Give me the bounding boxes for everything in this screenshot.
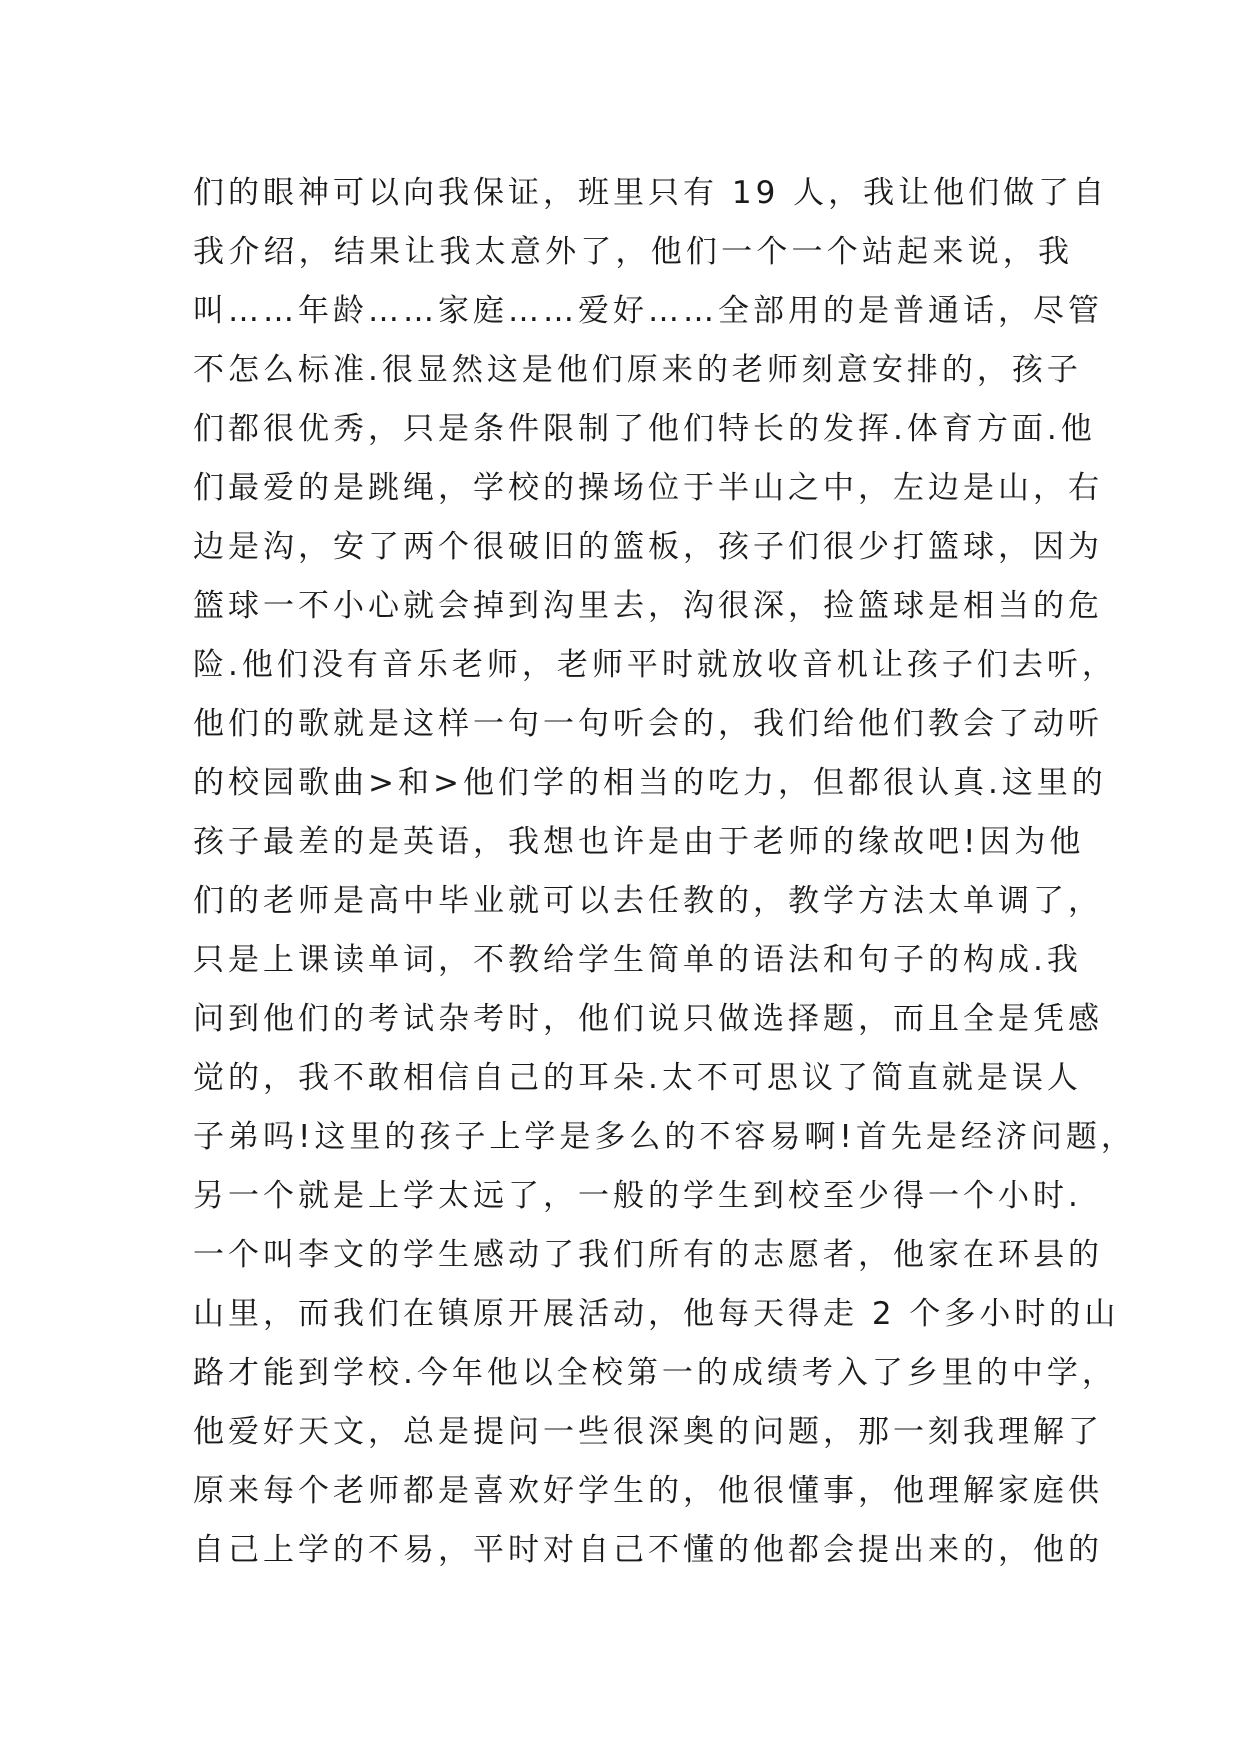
text-line: 不怎么标准.很显然这是他们原来的老师刻意安排的，孩子 xyxy=(193,352,1082,388)
text-line: 们的老师是高中毕业就可以去任教的，教学方法太单调了， xyxy=(193,883,1103,919)
text-line: 自己上学的不易，平时对自己不懂的他都会提出来的，他的 xyxy=(193,1532,1103,1568)
text-line: 原来每个老师都是喜欢好学生的，他很懂事，他理解家庭供 xyxy=(193,1473,1103,1509)
text-line: 的校园歌曲>和>他们学的相当的吃力，但都很认真.这里的 xyxy=(193,765,1107,801)
text-line: 一个叫李文的学生感动了我们所有的志愿者，他家在环县的 xyxy=(193,1237,1103,1273)
text-line: 另一个就是上学太远了，一般的学生到校至少得一个小时. xyxy=(193,1178,1082,1214)
text-line: 山里，而我们在镇原开展活动，他每天得走 2 个多小时的山 xyxy=(193,1296,1120,1332)
text-line: 险.他们没有音乐老师，老师平时就放收音机让孩子们去听， xyxy=(193,647,1117,683)
text-line: 篮球一不小心就会掉到沟里去，沟很深，捡篮球是相当的危 xyxy=(193,588,1103,624)
text-line: 我介绍，结果让我太意外了，他们一个一个站起来说，我 xyxy=(193,234,1073,270)
text-line: 路才能到学校.今年他以全校第一的成绩考入了乡里的中学， xyxy=(193,1355,1117,1391)
text-line: 边是沟，安了两个很破旧的篮板，孩子们很少打篮球，因为 xyxy=(193,529,1103,565)
text-line: 只是上课读单词，不教给学生简单的语法和句子的构成.我 xyxy=(193,942,1082,978)
text-line: 他爱好天文，总是提问一些很深奥的问题，那一刻我理解了 xyxy=(193,1414,1103,1450)
text-line: 觉的，我不敢相信自己的耳朵.太不可思议了简直就是误人 xyxy=(193,1060,1082,1096)
text-line: 孩子最差的是英语，我想也许是由于老师的缘故吧!因为他 xyxy=(193,824,1085,860)
text-line: 们最爱的是跳绳，学校的操场位于半山之中，左边是山，右 xyxy=(193,470,1103,506)
text-line: 叫……年龄……家庭……爱好……全部用的是普通话，尽管 xyxy=(193,293,1103,329)
text-line: 们都很优秀，只是条件限制了他们特长的发挥.体育方面.他 xyxy=(193,411,1096,447)
text-line: 子弟吗!这里的孩子上学是多么的不容易啊!首先是经济问题， xyxy=(193,1119,1136,1155)
text-line: 他们的歌就是这样一句一句听会的，我们给他们教会了动听 xyxy=(193,706,1103,742)
body-text xyxy=(193,164,1136,1580)
text-line: 们的眼神可以向我保证，班里只有 19 人，我让他们做了自 xyxy=(193,175,1109,211)
text-line: 问到他们的考试杂考时，他们说只做选择题，而且全是凭感 xyxy=(193,1001,1103,1037)
